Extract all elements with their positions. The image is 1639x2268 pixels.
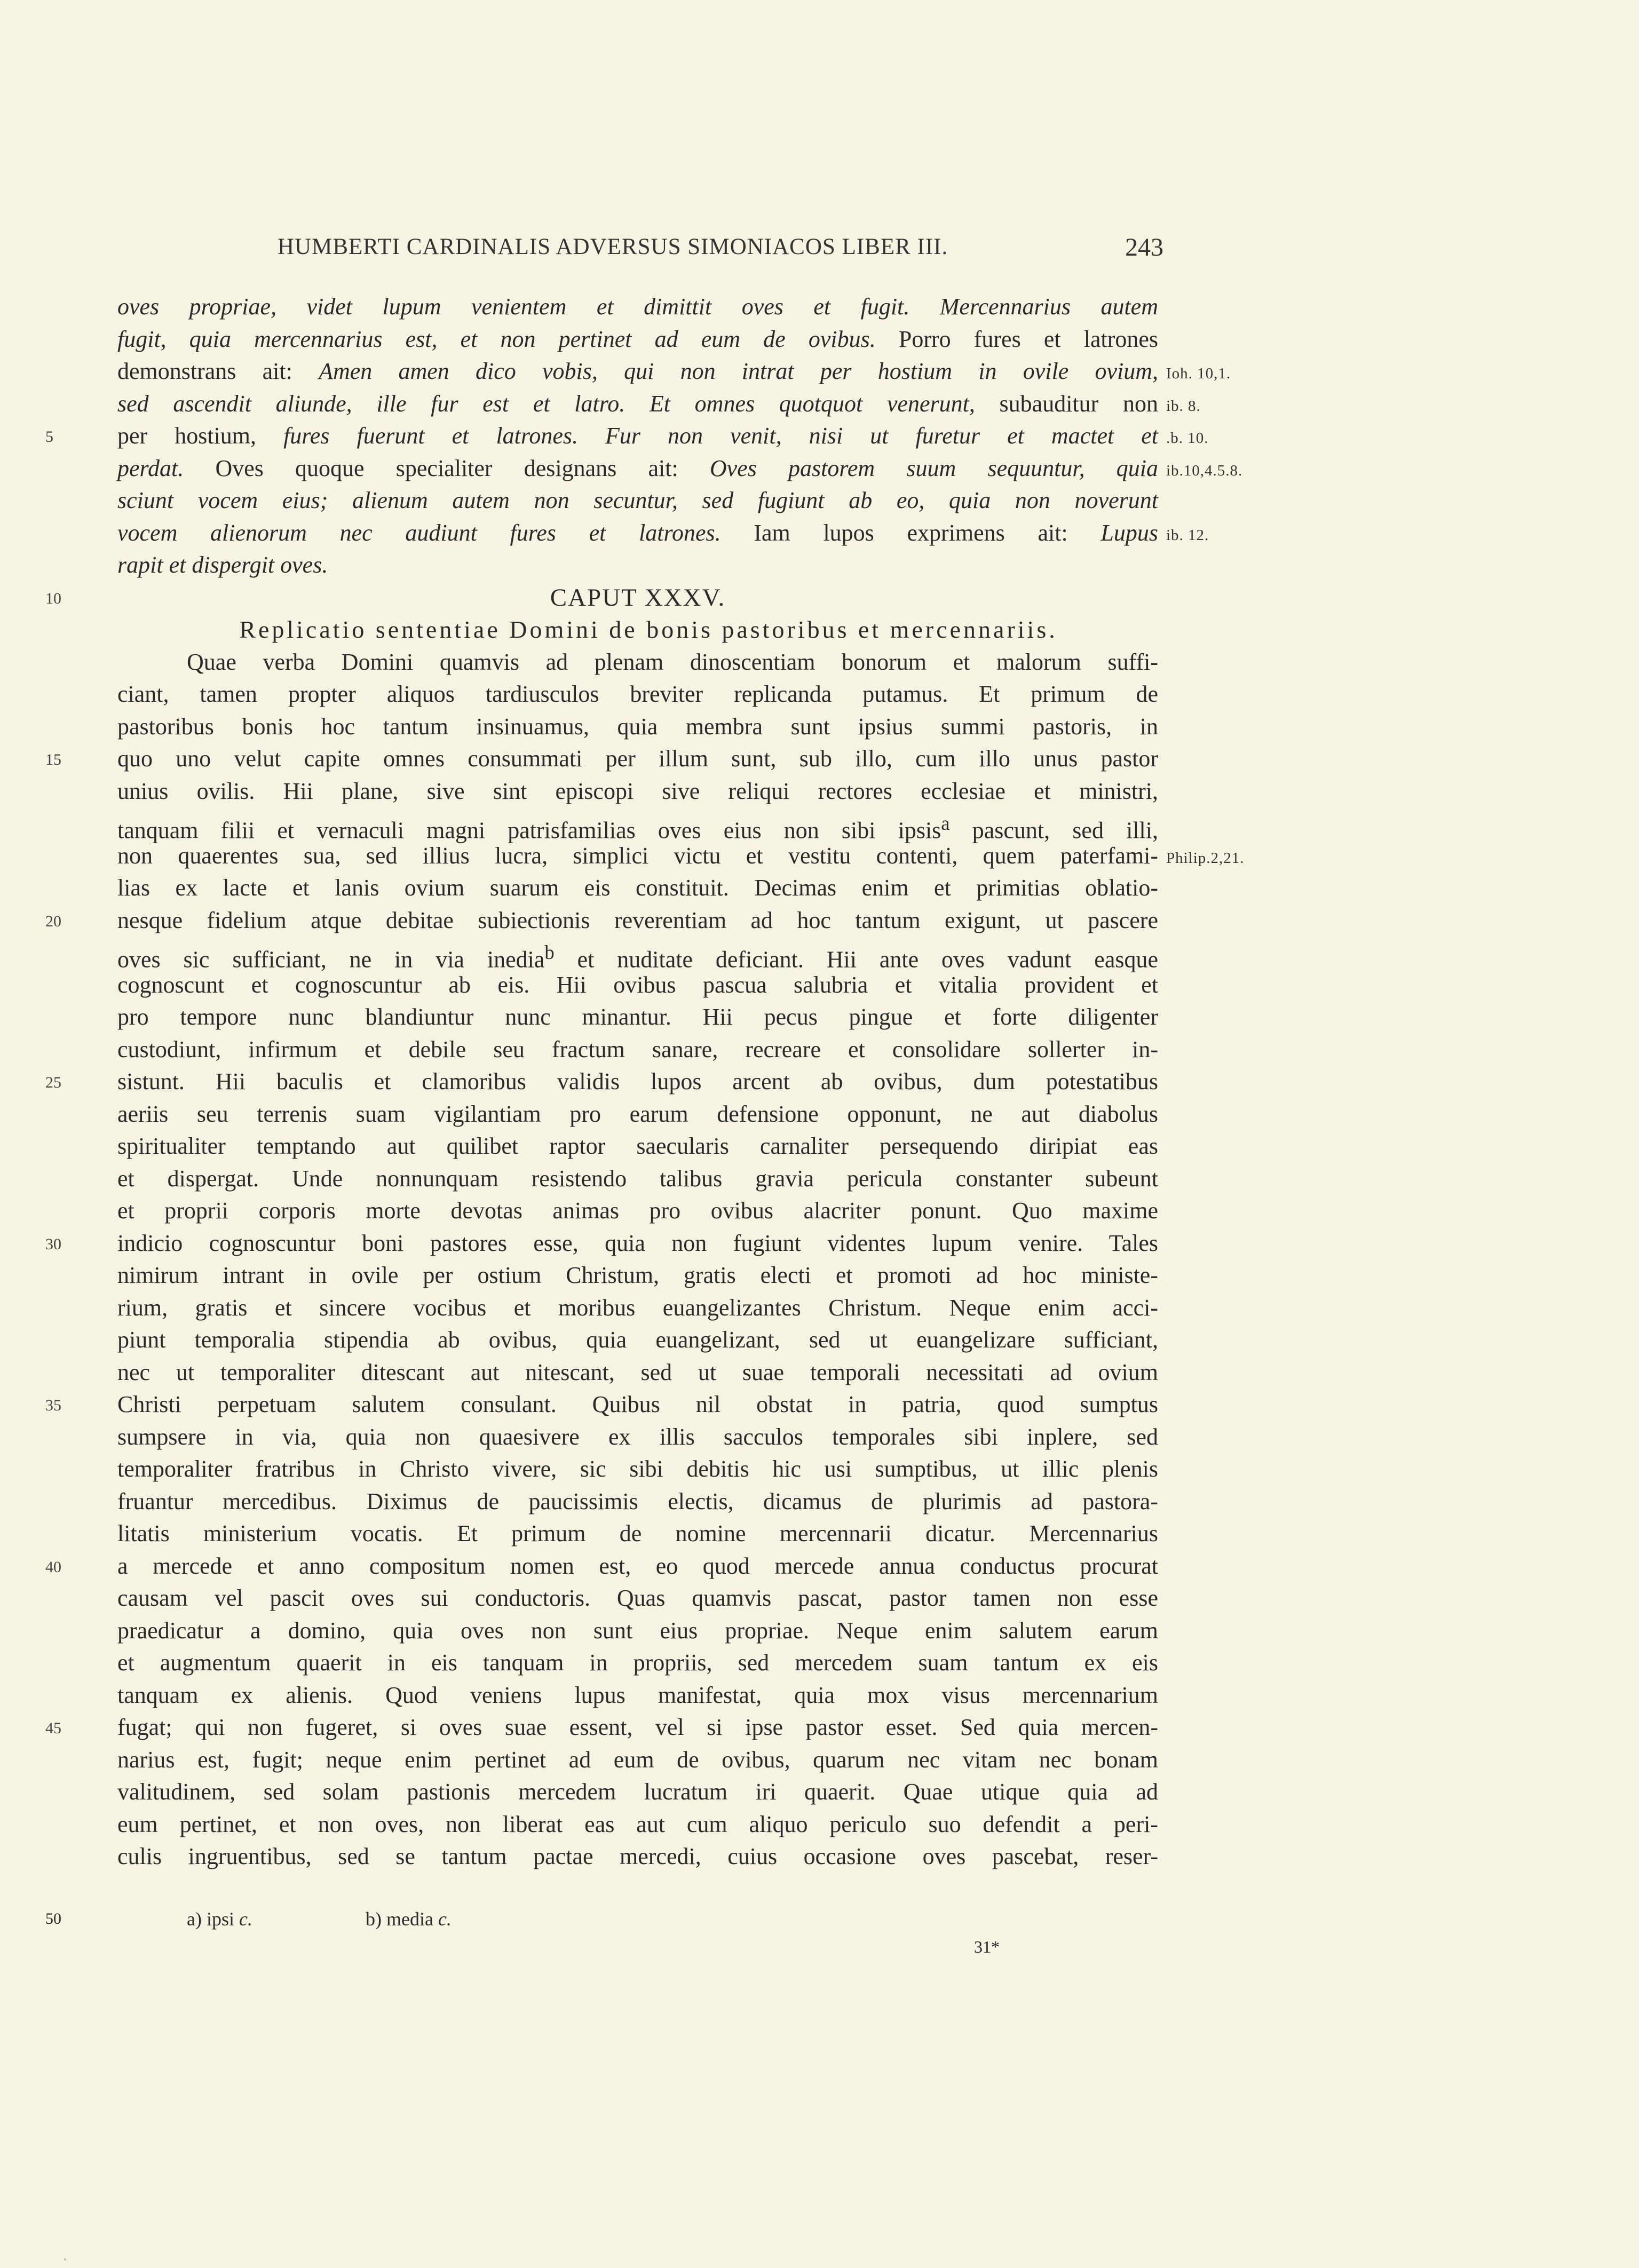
text-line: [117, 1163, 1158, 1195]
page-number: 243: [1125, 233, 1163, 261]
text-line: [45, 743, 1158, 775]
running-head: [278, 234, 1163, 266]
text-line: [117, 323, 1158, 356]
line-number: 45: [45, 1719, 61, 1737]
text-line: [117, 1453, 1158, 1486]
chapter-title: CAPUT XXXV.: [550, 583, 726, 612]
line-text: causam vel pascit oves sui conductoris. Quas quamvis pascat, pastor tamen non esse: [117, 1585, 1158, 1611]
text-line: [117, 1034, 1158, 1066]
line-text: litatis ministerium vocatis. Et primum de nomine mercennarii dicatur. Mercennarius: [117, 1520, 1158, 1547]
chapter-heading-line: [45, 582, 1158, 614]
text-line: [45, 420, 1209, 453]
line-number: 40: [45, 1558, 61, 1576]
line-text: piunt temporalia stipendia ab ovibus, quia euangelizant, sed ut euangelizare sufficiant,: [117, 1327, 1158, 1353]
line-text: nimirum intrant in ovile per ostium Christum, gratis electi et promoti ad hoc ministe-: [117, 1262, 1158, 1288]
line-text: ciant, tamen propter aliquos tardiusculos breviter replicanda putamus. Et primum de: [117, 681, 1158, 707]
line-text: oves propriae, videt lupum venientem et dimittit oves et fugit. Mercennarius autem: [117, 294, 1158, 320]
margin-reference: ib. 8.: [1166, 397, 1201, 415]
text-line: [117, 1841, 1158, 1873]
text-line: [117, 453, 1243, 485]
text-line: [117, 1098, 1158, 1131]
text-line: [117, 485, 1158, 517]
text-line: [117, 549, 1158, 582]
line-text: cognoscunt et cognoscuntur ab eis. Hii ovibus pascua salubria et vitalia provident et: [117, 971, 1158, 998]
line-text: Quae verba Domini quamvis ad plenam dinoscentiam bonorum et malorum suffi-: [187, 648, 1158, 675]
text-line: [117, 1809, 1158, 1841]
line-text: non quaerentes sua, sed illius lucra, simplici victu et vestitu contenti, quem paterfami-: [117, 842, 1158, 869]
text-line: [117, 1486, 1158, 1518]
line-text: et augmentum quaerit in eis tanquam in propriis, sed mercedem suam tantum ex eis: [117, 1650, 1158, 1676]
line-text: fugit, quia mercennarius est, et non pertinet ad eum de ovibus. Porro fures et latrones: [117, 326, 1159, 352]
text-line: [117, 1357, 1158, 1389]
line-number: 20: [45, 912, 61, 930]
line-text: oves sic sufficiant, ne in via inedia$^b$ et nuditate deficiant. Hii ante oves vadunt easque: [117, 941, 1158, 973]
text-line: [117, 969, 1158, 1002]
line-text: eum pertinet, et non oves, non liberat eas aut cum aliquo periculo suo defendit a peri-: [117, 1811, 1158, 1837]
text-line: [117, 678, 1158, 711]
line-text: sistunt. Hii baculis et clamoribus validis lupos arcent ab ovibus, dum potestatibus: [117, 1068, 1158, 1095]
text-line: [117, 1744, 1158, 1777]
footnote-b: b) media c.: [366, 1908, 452, 1930]
text-line: [117, 840, 1245, 873]
text-line: [117, 1615, 1158, 1647]
line-text: rium, gratis et sincere vocibus et moribus euangelizantes Christum. Neque enim acci-: [117, 1294, 1158, 1321]
line-text: custodiunt, infirmum et debile seu fractum sanare, recreare et consolidare sollerter in-: [117, 1036, 1158, 1062]
line-text: culis ingruentibus, sed se tantum pactae mercedi, cuius occasione oves pascebat, reser-: [117, 1843, 1158, 1869]
line-number: 25: [45, 1074, 61, 1091]
line-text: valitudinem, sed solam pastionis mercedem lucratum iri quaerit. Quae utique quia ad: [117, 1779, 1158, 1805]
line-text: rapit et dispergit oves.: [117, 552, 328, 578]
margin-reference: ib. 12.: [1166, 526, 1209, 544]
text-line: [117, 937, 1158, 973]
line-text: vocem alienorum nec audiunt fures et latrones. Iam lupos exprimens ait: Lupus: [117, 519, 1158, 546]
text-line: [117, 1130, 1158, 1163]
text-line: [117, 1776, 1158, 1809]
line-text: pastoribus bonis hoc tantum insinuamus, quia membra sunt ipsius summi pastoris, in: [117, 713, 1158, 740]
text-line: [117, 1679, 1158, 1712]
line-text: quo uno velut capite omnes consummati per illum sunt, sub illo, cum illo unus pastor: [117, 746, 1158, 772]
text-line: [117, 872, 1158, 905]
chapter-subtitle-line: [117, 614, 1158, 646]
margin-reference: ib.10,4.5.8.: [1166, 462, 1243, 479]
footnotes: [45, 1908, 846, 1940]
line-text: tanquam ex alienis. Quod veniens lupus manifestat, quia mox visus mercennarium: [117, 1682, 1158, 1708]
line-number: 5: [45, 428, 53, 446]
text-line: [117, 291, 1158, 323]
text-line: [45, 1389, 1158, 1421]
line-text: spiritualiter temptando aut quilibet raptor saecularis carnaliter persequendo diripiat eas: [117, 1133, 1158, 1159]
text-line: [117, 646, 1158, 679]
line-text: tanquam filii et vernaculi magni patrisfamilias oves eius non sibi ipsis$^a$ pascunt, sed illi,: [117, 812, 1158, 844]
text-line: [45, 905, 1158, 937]
line-text: nesque fidelium atque debitae subiectionis reverentiam ad hoc tantum exigunt, ut pascere: [117, 907, 1158, 933]
line-text: et dispergat. Unde nonnunquam resistendo talibus gravia pericula constanter subeunt: [117, 1165, 1158, 1192]
line-text: indicio cognoscuntur boni pastores esse, quia non fugiunt videntes lupum venire. Tales: [117, 1230, 1158, 1256]
text-line: [117, 1001, 1158, 1034]
text-line: [117, 1259, 1158, 1292]
text-line: [45, 1711, 1158, 1744]
line-number: 10: [45, 589, 61, 607]
running-title: HUMBERTI CARDINALIS ADVERSUS SIMONIACOS LIBER III.: [278, 234, 948, 259]
line-text: sumpsere in via, quia non quaesivere ex illis sacculos temporales sibi inplere, sed: [117, 1423, 1158, 1450]
margin-reference: Ioh. 10,1.: [1166, 365, 1231, 382]
main-text: [45, 291, 1245, 1873]
line-text: lias ex lacte et lanis ovium suarum eis constituit. Decimas enim et primitias oblatio-: [117, 875, 1158, 901]
line-text: demonstrans ait: Amen amen dico vobis, qui non intrat per hostium in ovile ovium,: [117, 358, 1159, 384]
text-line: [117, 1195, 1158, 1227]
text-line: [117, 388, 1201, 421]
text-line: [117, 1647, 1158, 1679]
line-text: pro tempore nunc blandiuntur nunc minantur. Hii pecus pingue et forte diligenter: [117, 1004, 1158, 1030]
footnote-a: a) ipsi c.: [187, 1908, 252, 1930]
line-text: per hostium, fures fuerunt et latrones. Fur non venit, nisi ut furetur et mactet et: [117, 423, 1158, 449]
text-line: [117, 1421, 1158, 1454]
line-text: nec ut temporaliter ditescant aut nitescant, sed ut suae temporali necessitati ad ovium: [117, 1359, 1158, 1385]
line-text: praedicatur a domino, quia oves non sunt eius propriae. Neque enim salutem earum: [117, 1617, 1158, 1644]
text-line: [117, 807, 1158, 844]
line-text: unius ovilis. Hii plane, sive sint episcopi sive reliqui rectores ecclesiae et ministri,: [117, 778, 1158, 804]
text-line: [117, 1582, 1158, 1615]
line-text: aeriis seu terrenis suam vigilantiam pro earum defensione opponunt, ne aut diabolus: [117, 1100, 1158, 1127]
text-line: [117, 775, 1158, 808]
page-speck: [64, 2258, 66, 2261]
margin-reference: Philip.2,21.: [1166, 849, 1245, 867]
text-line: [117, 1292, 1158, 1325]
footnote-line-number: 50: [45, 1910, 61, 1928]
text-line: [117, 517, 1209, 550]
text-line: [117, 355, 1231, 388]
chapter-subtitle: Replicatio sententiae Domini de bonis pastoribus et mercennariis.: [239, 616, 1058, 643]
line-text: sed ascendit aliunde, ille fur est et latro. Et omnes quotquot venerunt, subauditur non: [117, 390, 1158, 417]
line-text: temporaliter fratribus in Christo vivere, sic sibi debitis hic usi sumptibus, ut illic plenis: [117, 1456, 1158, 1482]
text-line: [117, 1324, 1158, 1357]
line-text: fruantur mercedibus. Diximus de paucissimis electis, dicamus de plurimis ad pastora-: [117, 1488, 1158, 1514]
text-line: [45, 1066, 1158, 1098]
text-line: [45, 1550, 1158, 1583]
signature-mark: 31*: [974, 1937, 1000, 1956]
text-line: [45, 1227, 1158, 1260]
line-number: 35: [45, 1397, 61, 1414]
line-text: sciunt vocem eius; alienum autem non secuntur, sed fugiunt ab eo, quia non noverunt: [117, 487, 1158, 513]
line-text: et proprii corporis morte devotas animas pro ovibus alacriter ponunt. Quo maxime: [117, 1198, 1158, 1224]
line-text: fugat; qui non fugeret, si oves suae essent, vel si ipse pastor esset. Sed quia mercen-: [117, 1714, 1158, 1740]
text-line: [117, 1518, 1158, 1550]
line-text: a mercede et anno compositum nomen est, eo quod mercede annua conductus procurat: [117, 1552, 1158, 1579]
line-text: perdat. Oves quoque specialiter designans ait: Oves pastorem suum sequuntur, quia: [117, 455, 1158, 481]
line-text: narius est, fugit; neque enim pertinet ad eum de ovibus, quarum nec vitam nec bonam: [117, 1746, 1158, 1773]
line-number: 15: [45, 751, 61, 768]
text-line: [117, 711, 1158, 743]
margin-reference: .b. 10.: [1166, 430, 1209, 447]
line-text: Christi perpetuam salutem consulant. Quibus nil obstat in patria, quod sumptus: [117, 1391, 1158, 1417]
line-number: 30: [45, 1235, 61, 1253]
